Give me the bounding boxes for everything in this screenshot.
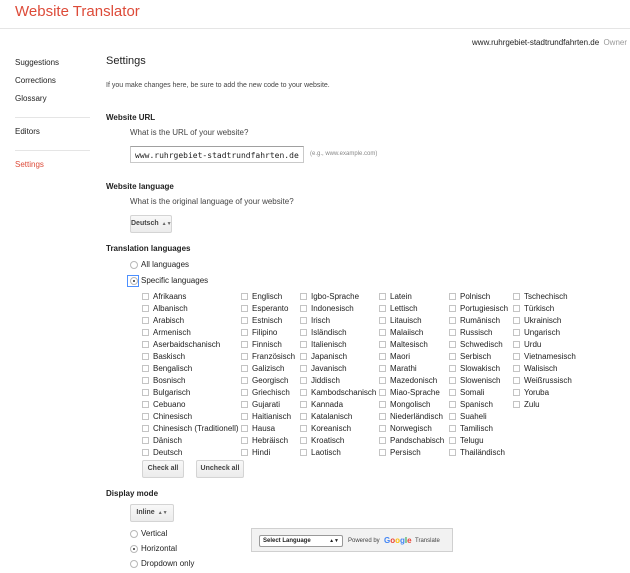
website-language-heading: Website language — [106, 182, 174, 191]
display-horizontal-radio[interactable] — [130, 545, 138, 553]
checkbox[interactable] — [241, 413, 248, 420]
language-label: Hausa — [252, 424, 276, 433]
language-label: Albanisch — [153, 304, 188, 313]
language-label: Katalanisch — [311, 412, 353, 421]
website-url-input[interactable]: www.ruhrgebiet-stadtrundfahrten.de — [130, 146, 304, 163]
sidebar-item-corrections[interactable]: Corrections — [15, 76, 56, 85]
checkbox[interactable] — [449, 425, 456, 432]
checkbox[interactable] — [142, 413, 149, 420]
language-label: Ukrainisch — [524, 316, 562, 325]
language-label: Japanisch — [311, 352, 348, 361]
sidebar-item-suggestions[interactable]: Suggestions — [15, 58, 60, 67]
sidebar-divider — [15, 150, 90, 151]
checkbox[interactable] — [241, 389, 248, 396]
checkbox[interactable] — [379, 317, 386, 324]
checkbox[interactable] — [142, 425, 149, 432]
language-label: Armenisch — [153, 328, 191, 337]
website-language-select[interactable] — [130, 215, 172, 233]
checkbox[interactable] — [379, 365, 386, 372]
specific-languages-radio[interactable] — [130, 277, 138, 285]
checkbox[interactable] — [142, 329, 149, 336]
language-label: Javanisch — [311, 364, 347, 373]
language-label: Schwedisch — [460, 340, 503, 349]
checkbox[interactable] — [449, 317, 456, 324]
language-label: Cebuano — [153, 400, 186, 409]
language-label: Türkisch — [524, 304, 555, 313]
checkbox[interactable] — [449, 389, 456, 396]
page-title: Settings — [106, 55, 146, 67]
checkbox[interactable] — [449, 413, 456, 420]
language-label: Esperanto — [252, 304, 289, 313]
updown-arrows-icon: ▲▼ — [329, 538, 339, 544]
settings-note: If you make changes here, be sure to add the new code to your website. — [106, 82, 330, 89]
language-label: Suaheli — [460, 412, 487, 421]
checkbox[interactable] — [449, 449, 456, 456]
checkbox[interactable] — [142, 389, 149, 396]
main-content — [106, 55, 626, 67]
checkbox[interactable] — [379, 293, 386, 300]
display-vertical-radio[interactable] — [130, 530, 138, 538]
checkbox[interactable] — [449, 353, 456, 360]
language-label: Persisch — [390, 448, 421, 457]
language-label: Norwegisch — [390, 424, 432, 433]
preview-select-label: Select Language — [263, 538, 311, 544]
language-label: Bengalisch — [153, 364, 193, 373]
checkbox[interactable] — [449, 329, 456, 336]
language-label: Galizisch — [252, 364, 285, 373]
checkbox[interactable] — [142, 365, 149, 372]
language-label: Polnisch — [460, 292, 491, 301]
language-label: Filipino — [252, 328, 278, 337]
checkbox[interactable] — [513, 305, 520, 312]
all-languages-radio[interactable] — [130, 261, 138, 269]
language-label: Spanisch — [460, 400, 493, 409]
check-all-button[interactable]: Check all — [142, 460, 184, 478]
website-url-heading: Website URL — [106, 113, 156, 122]
checkbox[interactable] — [142, 293, 149, 300]
language-label: Portugiesisch — [460, 304, 509, 313]
updown-arrows-icon: ▲▼ — [161, 221, 172, 227]
language-label: Ungarisch — [524, 328, 561, 337]
checkbox[interactable] — [449, 401, 456, 408]
website-url-question: What is the URL of your website? — [130, 128, 249, 137]
display-dropdown-label: Dropdown only — [141, 559, 195, 568]
checkbox[interactable] — [300, 317, 307, 324]
checkbox[interactable] — [513, 341, 520, 348]
checkbox[interactable] — [300, 413, 307, 420]
language-label: Chinesisch — [153, 412, 193, 421]
checkbox[interactable] — [142, 449, 149, 456]
checkbox[interactable] — [513, 401, 520, 408]
sidebar-item-glossary[interactable]: Glossary — [15, 94, 47, 103]
translate-widget-preview — [251, 528, 453, 552]
checkbox[interactable] — [513, 329, 520, 336]
checkbox[interactable] — [142, 317, 149, 324]
language-label: Serbisch — [460, 352, 492, 361]
checkbox[interactable] — [513, 365, 520, 372]
checkbox[interactable] — [513, 293, 520, 300]
checkbox[interactable] — [300, 449, 307, 456]
language-label: Igbo-Sprache — [311, 292, 360, 301]
language-label: Urdu — [524, 340, 542, 349]
checkbox[interactable] — [142, 377, 149, 384]
language-label: Lettisch — [390, 304, 418, 313]
checkbox[interactable] — [379, 425, 386, 432]
language-label: Indonesisch — [311, 304, 354, 313]
language-label: Aserbaidschanisch — [153, 340, 221, 349]
language-label: Weißrussisch — [524, 376, 572, 385]
checkbox[interactable] — [379, 305, 386, 312]
translation-languages-heading: Translation languages — [106, 244, 191, 253]
language-label: Hebräisch — [252, 436, 289, 445]
language-label: Estnisch — [252, 316, 283, 325]
sidebar — [15, 57, 90, 177]
language-label: Walisisch — [524, 364, 558, 373]
specific-languages-label: Specific languages — [141, 276, 209, 285]
checkbox[interactable] — [241, 341, 248, 348]
checkbox[interactable] — [241, 365, 248, 372]
checkbox[interactable] — [142, 353, 149, 360]
language-label: Litauisch — [390, 316, 422, 325]
language-label: Thailändisch — [460, 448, 505, 457]
sidebar-item-editors[interactable]: Editors — [15, 127, 40, 136]
checkbox[interactable] — [379, 449, 386, 456]
website-language-question: What is the original language of your website? — [130, 197, 294, 206]
language-label: Griechisch — [252, 388, 290, 397]
powered-by-text: Powered by — [348, 538, 380, 544]
language-label: Telugu — [460, 436, 484, 445]
language-label: Latein — [390, 292, 412, 301]
language-label: Haitianisch — [252, 412, 292, 421]
language-label: Afrikaans — [153, 292, 187, 301]
checkbox[interactable] — [241, 425, 248, 432]
language-label: Koreanisch — [311, 424, 352, 433]
language-label: Russisch — [460, 328, 493, 337]
site-owner-line — [472, 38, 627, 47]
google-logo[interactable]: Google — [384, 536, 412, 545]
checkbox[interactable] — [300, 401, 307, 408]
checkbox[interactable] — [300, 341, 307, 348]
checkbox[interactable] — [241, 329, 248, 336]
display-mode-heading: Display mode — [106, 489, 159, 498]
checkbox[interactable] — [241, 353, 248, 360]
site-name[interactable]: www.ruhrgebiet-stadtrundfahrten.de — [472, 38, 600, 47]
checkbox[interactable] — [241, 293, 248, 300]
language-label: Niederländisch — [390, 412, 443, 421]
uncheck-all-button[interactable]: Uncheck all — [196, 460, 244, 478]
language-label: Baskisch — [153, 352, 186, 361]
language-label: Vietnamesisch — [524, 352, 576, 361]
language-label: Slowenisch — [460, 376, 501, 385]
checkbox[interactable] — [513, 317, 520, 324]
top-bar — [0, 0, 630, 29]
display-dropdown-radio[interactable] — [130, 560, 138, 568]
checkbox[interactable] — [142, 341, 149, 348]
checkbox[interactable] — [300, 389, 307, 396]
checkbox[interactable] — [300, 353, 307, 360]
checkbox[interactable] — [379, 341, 386, 348]
language-label: Französisch — [252, 352, 296, 361]
display-mode-value: Inline — [136, 509, 155, 516]
checkbox[interactable] — [379, 389, 386, 396]
checkbox[interactable] — [300, 377, 307, 384]
checkbox[interactable] — [513, 353, 520, 360]
preview-language-select[interactable] — [259, 535, 343, 547]
language-label: Maltesisch — [390, 340, 428, 349]
checkbox[interactable] — [300, 425, 307, 432]
checkbox[interactable] — [241, 317, 248, 324]
checkbox[interactable] — [241, 401, 248, 408]
language-label: Jiddisch — [311, 376, 340, 385]
checkbox[interactable] — [300, 329, 307, 336]
language-label: Laotisch — [311, 448, 341, 457]
website-url-hint: (e.g., www.example.com) — [310, 151, 378, 157]
language-label: Bulgarisch — [153, 388, 191, 397]
language-label: Pandschabisch — [390, 436, 445, 445]
checkbox[interactable] — [379, 413, 386, 420]
language-label: Gujarati — [252, 400, 281, 409]
language-label: Hindi — [252, 448, 271, 457]
sidebar-item-settings[interactable]: Settings — [15, 160, 44, 169]
language-label: Slowakisch — [460, 364, 501, 373]
language-label: Yoruba — [524, 388, 550, 397]
language-label: Zulu — [524, 400, 540, 409]
language-label: Kambodschanisch — [311, 388, 377, 397]
checkbox[interactable] — [241, 305, 248, 312]
language-label: Arabisch — [153, 316, 185, 325]
checkbox[interactable] — [142, 401, 149, 408]
language-label: Miao-Sprache — [390, 388, 440, 397]
language-label: Kroatisch — [311, 436, 345, 445]
checkbox[interactable] — [449, 341, 456, 348]
checkbox[interactable] — [300, 437, 307, 444]
language-label: Finnisch — [252, 340, 282, 349]
website-language-value: Deutsch — [131, 220, 159, 227]
checkbox[interactable] — [449, 437, 456, 444]
app-title[interactable]: Website Translator — [15, 3, 140, 20]
checkbox[interactable] — [241, 449, 248, 456]
language-label: Chinesisch (Traditionell) — [153, 424, 239, 433]
checkbox[interactable] — [379, 377, 386, 384]
checkbox[interactable] — [379, 329, 386, 336]
language-label: Englisch — [252, 292, 283, 301]
checkbox[interactable] — [300, 293, 307, 300]
checkbox[interactable] — [241, 377, 248, 384]
language-label: Tschechisch — [524, 292, 568, 301]
checkbox[interactable] — [513, 377, 520, 384]
language-label: Marathi — [390, 364, 417, 373]
language-label: Somali — [460, 388, 485, 397]
checkbox[interactable] — [379, 437, 386, 444]
display-vertical-label: Vertical — [141, 529, 168, 538]
language-label: Kannada — [311, 400, 344, 409]
checkbox[interactable] — [142, 305, 149, 312]
language-label: Italienisch — [311, 340, 347, 349]
translate-text[interactable]: Translate — [415, 538, 440, 544]
checkbox[interactable] — [142, 437, 149, 444]
checkbox[interactable] — [300, 365, 307, 372]
checkbox[interactable] — [449, 377, 456, 384]
checkbox[interactable] — [449, 365, 456, 372]
language-label: Mongolisch — [390, 400, 431, 409]
checkbox[interactable] — [241, 437, 248, 444]
language-label: Maori — [390, 352, 411, 361]
language-label: Mazedonisch — [390, 376, 438, 385]
checkbox[interactable] — [513, 389, 520, 396]
language-label: Isländisch — [311, 328, 347, 337]
checkbox[interactable] — [449, 293, 456, 300]
checkbox[interactable] — [379, 401, 386, 408]
language-label: Georgisch — [252, 376, 289, 385]
language-label: Irisch — [311, 316, 331, 325]
language-label: Malaiisch — [390, 328, 424, 337]
display-mode-select[interactable] — [130, 504, 174, 522]
checkbox[interactable] — [449, 305, 456, 312]
language-label: Dänisch — [153, 436, 182, 445]
updown-arrows-icon: ▲▼ — [157, 510, 168, 516]
language-label: Tamilisch — [460, 424, 493, 433]
checkbox[interactable] — [379, 353, 386, 360]
language-label: Rumänisch — [460, 316, 501, 325]
display-horizontal-label: Horizontal — [141, 544, 178, 553]
checkbox[interactable] — [300, 305, 307, 312]
all-languages-label: All languages — [141, 260, 190, 269]
sidebar-divider — [15, 117, 90, 118]
language-label: Bosnisch — [153, 376, 186, 385]
owner-role: Owner — [603, 38, 627, 47]
language-label: Deutsch — [153, 448, 183, 457]
